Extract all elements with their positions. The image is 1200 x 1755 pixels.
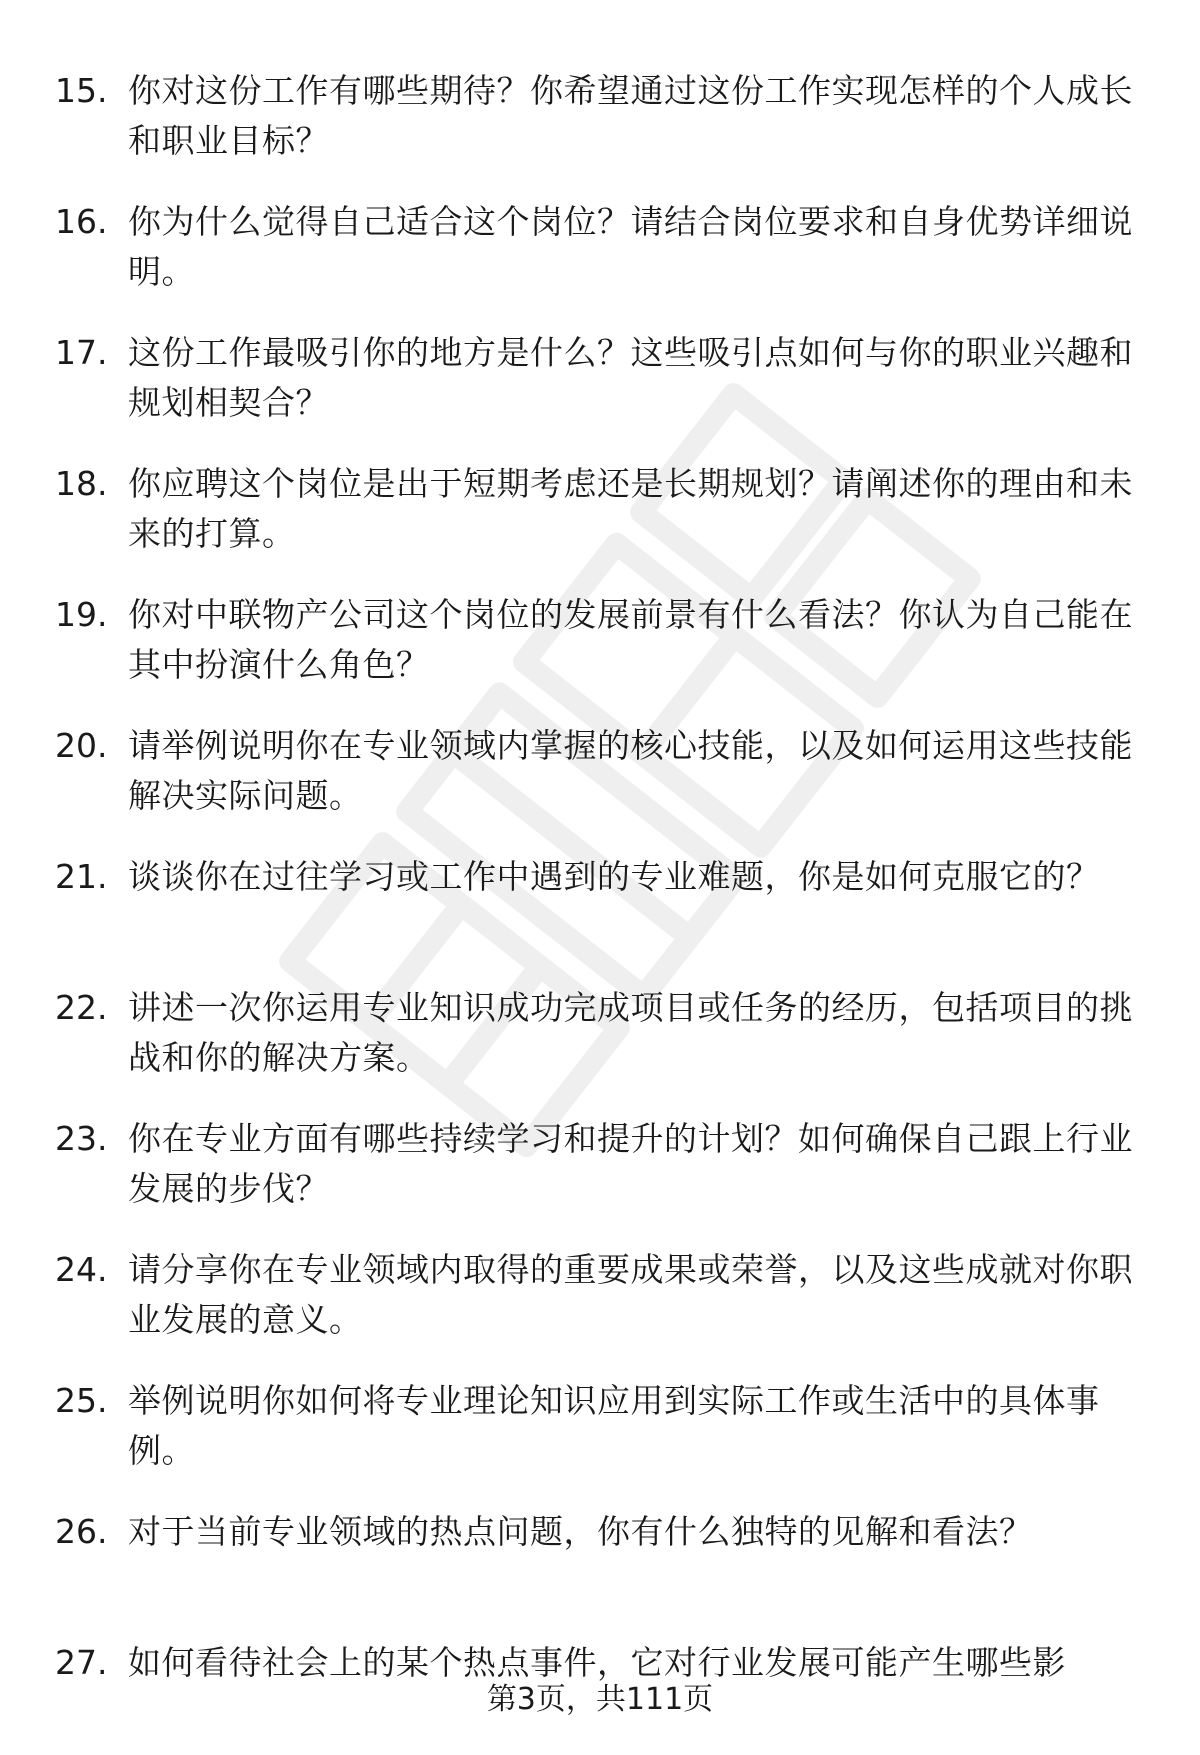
question-number: 26. [55,1512,108,1551]
question-number: 15. [55,71,108,110]
question-number: 23. [55,1119,108,1158]
question-number: 25. [55,1381,108,1420]
list-item [0,1362,1200,1493]
question-text: 这份工作最吸引你的地方是什么？这些吸引点如何与你的职业兴趣和规划相契合？ [128,333,1133,422]
question-text: 你应聘这个岗位是出于短期考虑还是长期规划？请阐述你的理由和未来的打算。 [128,464,1133,553]
list-item [0,183,1200,314]
list-item [0,969,1200,1100]
list-item [0,1493,1200,1624]
list-item [0,1231,1200,1362]
page-footer: 第3页，共111页 [486,1682,714,1717]
list-item [0,52,1200,183]
question-text: 你对这份工作有哪些期待？你希望通过这份工作实现怎样的个人成长和职业目标？ [128,71,1133,160]
question-number: 17. [55,333,108,372]
list-item [0,445,1200,576]
question-text: 举例说明你如何将专业理论知识应用到实际工作或生活中的具体事例。 [128,1381,1100,1470]
question-number: 18. [55,464,108,503]
question-text: 如何看待社会上的某个热点事件，它对行业发展可能产生哪些影 [128,1643,1066,1682]
question-text: 讲述一次你运用专业知识成功完成项目或任务的经历，包括项目的挑战和你的解决方案。 [128,988,1133,1077]
question-text: 你对中联物产公司这个岗位的发展前景有什么看法？你认为自己能在其中扮演什么角色？ [128,595,1133,684]
list-item [0,1100,1200,1231]
list-item [0,707,1200,838]
question-number: 16. [55,202,108,241]
question-text: 你为什么觉得自己适合这个岗位？请结合岗位要求和自身优势详细说明。 [128,202,1133,291]
question-text: 对于当前专业领域的热点问题，你有什么独特的见解和看法？ [128,1512,1033,1551]
question-number: 20. [55,726,108,765]
question-text: 谈谈你在过往学习或工作中遇到的专业难题，你是如何克服它的？ [128,857,1100,896]
question-text: 你在专业方面有哪些持续学习和提升的计划？如何确保自己跟上行业发展的步伐？ [128,1119,1133,1208]
question-number: 22. [55,988,108,1027]
list-item [0,576,1200,707]
list-item [0,314,1200,445]
list-item [0,838,1200,969]
question-text: 请举例说明你在专业领域内掌握的核心技能，以及如何运用这些技能解决实际问题。 [128,726,1133,815]
question-number: 27. [55,1643,108,1682]
question-number: 24. [55,1250,108,1289]
question-number: 19. [55,595,108,634]
question-text: 请分享你在专业领域内取得的重要成果或荣誉，以及这些成就对你职业发展的意义。 [128,1250,1133,1339]
question-number: 21. [55,857,108,896]
question-list [0,52,1200,1755]
